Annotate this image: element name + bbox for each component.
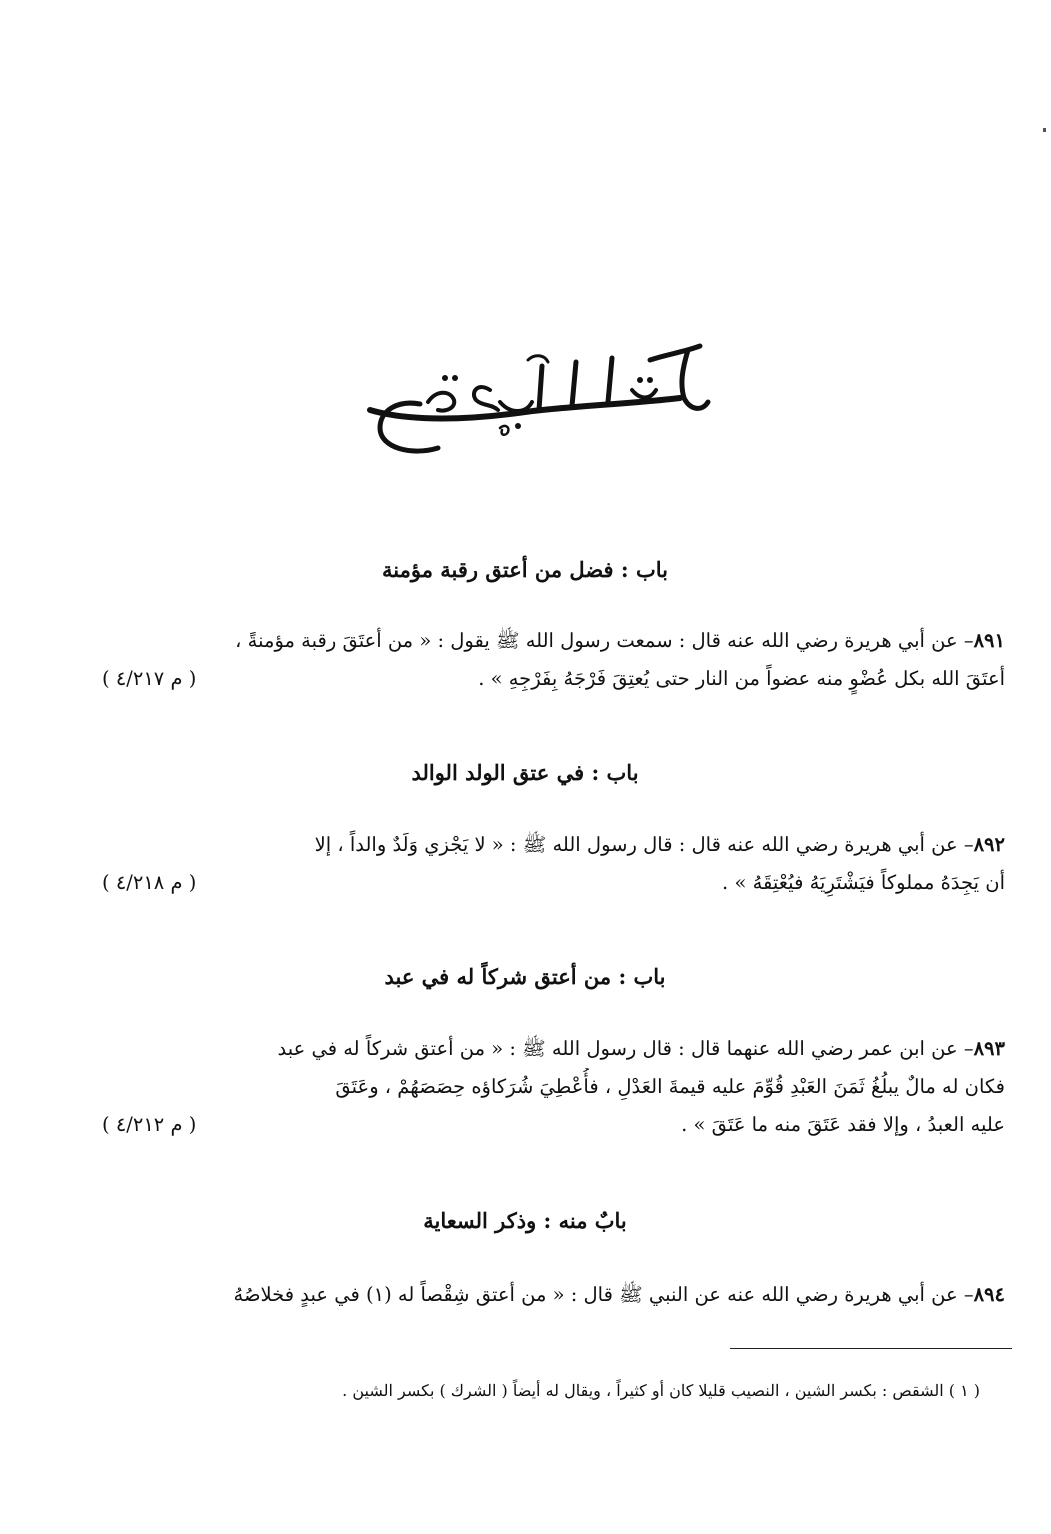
hadith-number: ٨٩٤	[973, 1283, 1005, 1306]
hadith-text: أعتَقَ الله بكل عُضْوٍ منه عضواً من النار حتى يُعتِقَ فَرْجَهُ بِفَرْجِهِ » .	[478, 667, 1005, 690]
hadith-line	[80, 660, 1005, 698]
margin-speck	[1043, 128, 1046, 132]
chapter-heading: بابٌ منه : وذكر السعاية	[423, 1208, 627, 1233]
hadith-text: عليه العبدُ ، وإلا فقد عَتَقَ منه ما عَتَقَ » .	[681, 1113, 1005, 1136]
hadith-block	[80, 826, 1005, 902]
hadith-reference: ( م ٤/٢١٧ )	[102, 667, 197, 690]
hadith-text: – عن أبي هريرة رضي الله عنه عن النبي ﷺ قال : « من أعتق شِقْصاً له (١) في عبدٍ فخلاصُهُ	[233, 1283, 974, 1306]
chapter-heading: باب : من أعتق شركاً له في عبد	[384, 964, 666, 989]
chapter-heading: باب : في عتق الولد الوالد	[411, 760, 639, 785]
hadith-line	[80, 622, 1005, 660]
hadith-line	[80, 864, 1005, 902]
hadith-reference: ( م ٤/٢١٢ )	[102, 1113, 197, 1136]
hadith-text: – عن أبي هريرة رضي الله عنه قال : سمعت رسول الله ﷺ يقول : « من أعتَقَ رقبة مؤمنةً ،	[235, 629, 974, 652]
hadith-reference: ( م ٤/٢١٨ )	[102, 871, 197, 894]
hadith-line	[80, 826, 1005, 864]
hadith-text: أن يَجِدَهُ مملوكاً فيَشْتَرِيَهُ فيُعْتِقَهُ » .	[722, 871, 1005, 894]
hadith-line	[80, 1030, 1005, 1068]
hadith-text: – عن ابن عمر رضي الله عنهما قال : قال رسول الله ﷺ : « من أعتق شركاً له في عبد	[277, 1037, 974, 1060]
calligraphy-svg	[350, 340, 720, 460]
book-title-calligraphy	[350, 340, 720, 460]
hadith-line	[80, 1106, 1005, 1144]
hadith-block	[80, 1276, 1005, 1314]
hadith-line	[80, 1276, 1005, 1314]
footnote-divider	[730, 1348, 1012, 1349]
hadith-number: ٨٩٣	[973, 1037, 1005, 1060]
hadith-text: – عن أبي هريرة رضي الله عنه قال : قال رسول الله ﷺ : « لا يَجْزي وَلَدٌ والداً ، إلا	[314, 833, 974, 856]
hadith-number: ٨٩١	[973, 629, 1005, 652]
hadith-line	[80, 1068, 1005, 1106]
hadith-block	[80, 622, 1005, 698]
hadith-number: ٨٩٢	[973, 833, 1005, 856]
footnote: ( ١ ) الشقص : بكسر الشين ، النصيب قليلا كان أو كثيراً ، ويقال له أيضاً ( الشرك ) بكسر الشين .	[342, 1381, 980, 1400]
chapter-heading: باب : فضل من أعتق رقبة مؤمنة	[382, 557, 668, 582]
hadith-block	[80, 1030, 1005, 1144]
hadith-text: فكان له مالٌ يبلُغُ ثَمَنَ العَبْدِ قُوِّمَ عليه قيمةَ العَدْلِ ، فأُعْطِيَ شُرَكاؤه حِصَصَهُمْ ، وعَتَقَ	[335, 1075, 1005, 1098]
